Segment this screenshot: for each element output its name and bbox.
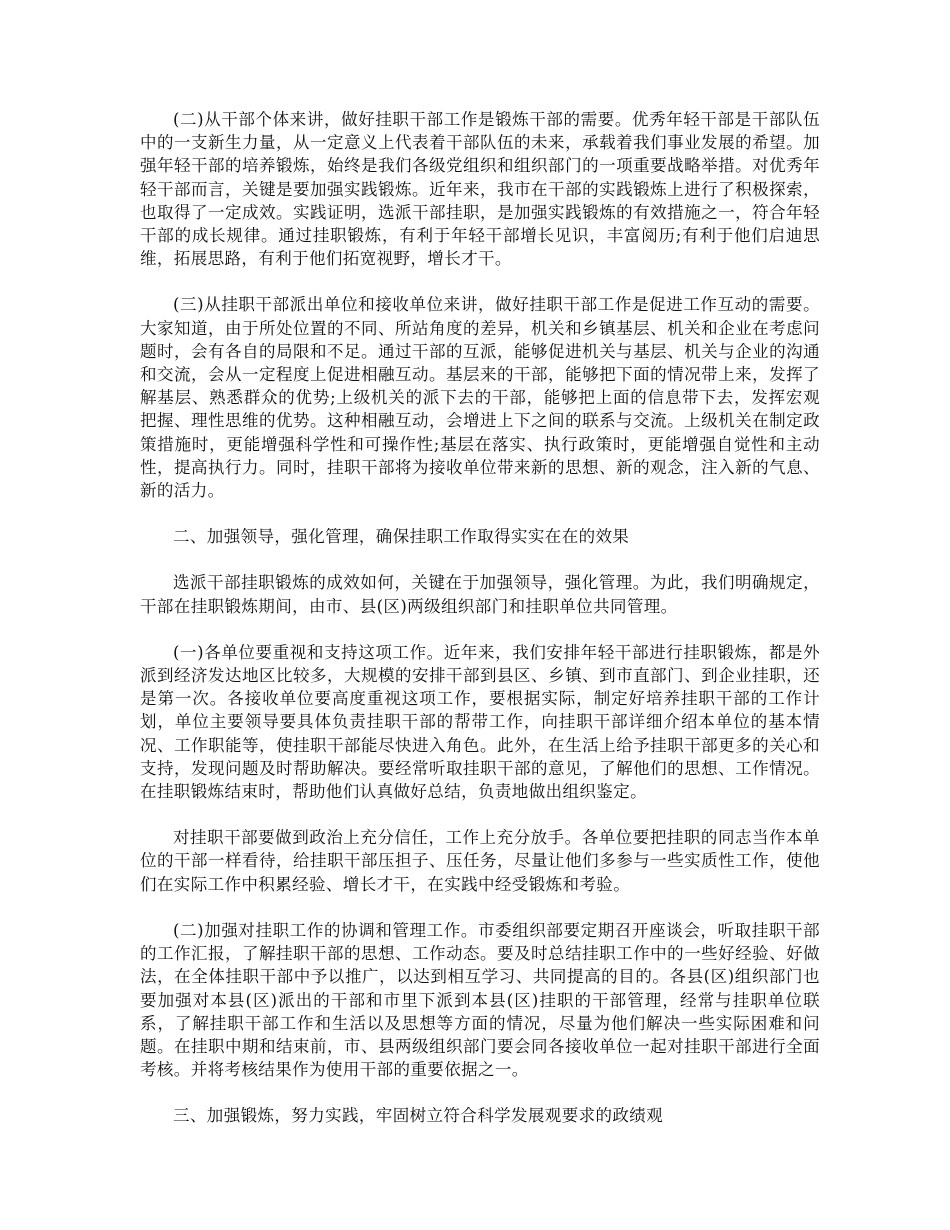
paragraph-unit-support: (一)各单位要重视和支持这项工作。近年来，我们安排年轻干部进行挂职锻炼，都是外派到经济发达地区比较多，大规模的安排干部到县区、乡镇、到市直部门、到企业挂职，还是第一次。各接收单位要高度重视这项工作，要根据实际，制定好培养挂职干部的工作计划，单位主要领导要具体负责挂职干部的帮带工作，向挂职干部详细介绍本单位的基本情况、工作职能等，使挂职干部能尽快进入角色。此外，在生活上给予挂职干部更多的关心和支持，发现问题及时帮助解决。要经常听取挂职干部的意见，了解他们的思想、工作情况。在挂职锻炼结束时，帮助他们认真做好总结，负责地做出组织鉴定。	[140, 642, 820, 802]
paragraph-cadre-individual: (二)从干部个体来讲，做好挂职干部工作是锻炼干部的需要。优秀年轻干部是干部队伍中的一支新生力量，从一定意义上代表着干部队伍的未来，承载着我们事业发展的希望。加强年轻干部的培养锻炼，始终是我们各级党组织和组织部门的一项重要战略举措。对优秀年轻干部而言，关键是要加强实践锻炼。近年来，我市在干部的实践锻炼上进行了积极探索，也取得了一定成效。实践证明，选派干部挂职，是加强实践锻炼的有效措施之一，符合年轻干部的成长规律。通过挂职锻炼，有利于年轻干部增长见识，丰富阅历;有利于他们启迪思维，拓展思路，有利于他们拓宽视野，增长才干。	[140, 110, 820, 269]
section-heading-2: 二、加强领导，强化管理，确保挂职工作取得实实在在的效果	[173, 527, 630, 547]
section-heading-3: 三、加强锻炼，努力实践，牢固树立符合科学发展观要求的政绩观	[173, 1106, 664, 1126]
paragraph-management-overview: 选派干部挂职锻炼的成效如何，关键在于加强领导，强化管理。为此，我们明确规定，干部在挂职锻炼期间，由市、县(区)两级组织部门和挂职单位共同管理。	[140, 573, 820, 616]
document-body	[140, 108, 820, 1151]
paragraph-trust-and-delegation: 对挂职干部要做到政治上充分信任，工作上充分放手。各单位要把挂职的同志当作本单位的干部一样看待，给挂职干部压担子、压任务，尽量让他们多参与一些实质性工作，使他们在实际工作中积累经验、增长才干，在实践中经受锻炼和考验。	[140, 828, 820, 894]
paragraph-dispatching-receiving-units: (三)从挂职干部派出单位和接收单位来讲，做好挂职干部工作是促进工作互动的需要。大家知道，由于所处位置的不同、所站角度的差异，机关和乡镇基层、机关和企业在考虑问题时，会有各自的局限和不足。通过干部的互派，能够促进机关与基层、机关与企业的沟通和交流，会从一定程度上促进相融互动。基层来的干部，能够把下面的情况带上来，发挥了解基层、熟悉群众的优势;上级机关的派下去的干部，能够把上面的信息带下去，发挥宏观把握、理性思维的优势。这种相融互动，会增进上下之间的联系与交流。上级机关在制定政策措施时，更能增强科学性和可操作性;基层在落实、执行政策时，更能增强自觉性和主动性，提高执行力。同时，挂职干部将为接收单位带来新的思想、新的观念，注入新的气息、新的活力。	[140, 295, 820, 501]
paragraph-coordination-management: (二)加强对挂职工作的协调和管理工作。市委组织部要定期召开座谈会，听取挂职干部的工作汇报，了解挂职干部的思想、工作动态。要及时总结挂职工作中的一些好经验、好做法，在全体挂职干部中予以推广，以达到相互学习、共同提高的目的。各县(区)组织部门也要加强对本县(区)派出的干部和市里下派到本县(区)挂职的干部管理，经常与挂职单位联系，了解挂职干部工作和生活以及思想等方面的情况，尽量为他们解决一些实际困难和问题。在挂职中期和结束前，市、县两级组织部门要会同各接收单位一起对挂职干部进行全面考核。并将考核结果作为使用干部的重要依据之一。	[140, 920, 820, 1080]
